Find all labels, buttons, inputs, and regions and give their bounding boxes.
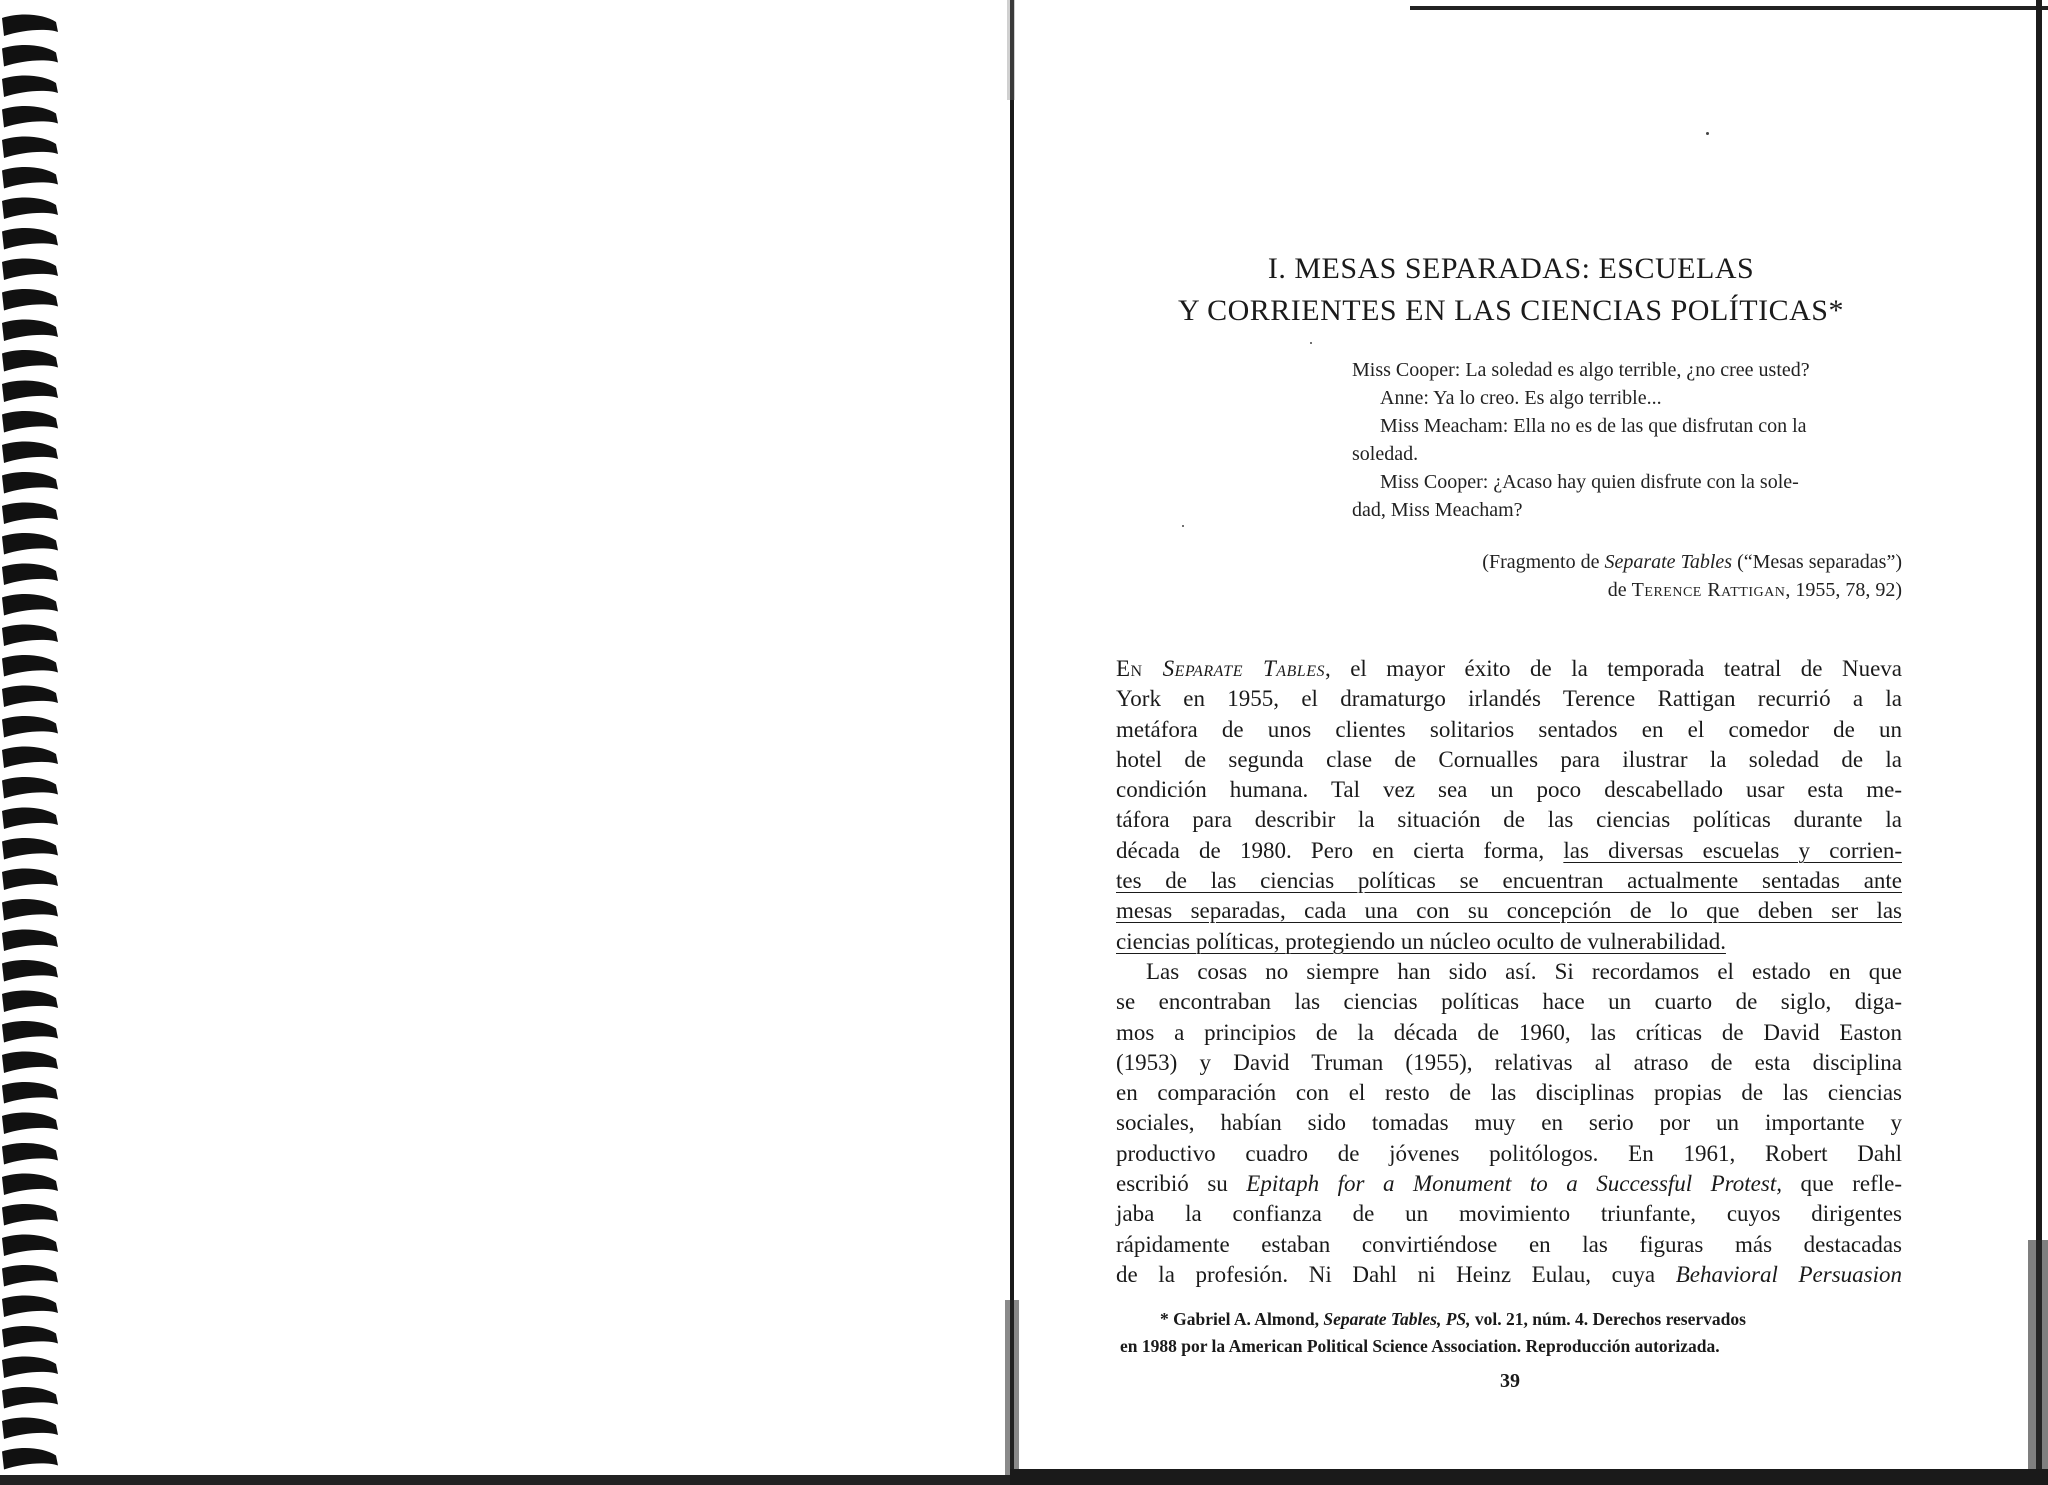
body-line-suffix: que refle-: [1781, 1171, 1902, 1197]
binding-coil: [2, 106, 58, 127]
body-line: condición humana. Tal vez sea un poco descabellado usar esta me-: [1116, 777, 1902, 803]
body-line: rápidamente estaban convirtiéndose en las figuras más destacadas: [1116, 1231, 1902, 1257]
lead-word: En: [1116, 656, 1163, 681]
underlined-line: tes de las ciencias políticas se encuentran actualmente sentadas ante: [1116, 868, 1902, 894]
page-gutter: [1005, 0, 1019, 1485]
body-line: [1116, 1260, 1902, 1290]
epigraph-line: Miss Meacham: Ella no es de las que disfrutan con la: [1380, 415, 1807, 437]
body-line: York en 1955, el dramaturgo irlandés Terence Rattigan recurrió a la: [1116, 686, 1902, 712]
body-line: (1953) y David Truman (1955), relativas al atraso de esta disciplina: [1116, 1049, 1902, 1075]
footnote-line-2: en 1988 por la American Political Science Association. Reproducción autorizada.: [1120, 1336, 1720, 1356]
binding-coil: [2, 808, 58, 829]
scan-speck: [1310, 342, 1312, 344]
binding-coil: [2, 442, 58, 463]
spiral-binding: [0, 0, 62, 1485]
epigraph-line: Miss Cooper: ¿Acaso hay quien disfrute con la sole-: [1380, 471, 1799, 493]
binding-coil: [2, 1143, 58, 1164]
binding-coil: [2, 1418, 58, 1439]
binding-coil: [2, 1204, 58, 1225]
body-line: mos a principios de la década de 1960, las críticas de David Easton: [1116, 1019, 1902, 1045]
scan-speck: [1706, 132, 1709, 135]
body-line: [1116, 654, 1902, 684]
binding-coil: [2, 930, 58, 951]
binding-coil: [2, 411, 58, 432]
binding-coil: [2, 137, 58, 158]
right-page-edge: [2014, 0, 2048, 1485]
binding-coil: [2, 564, 58, 585]
body-line-rest: , el mayor éxito de la temporada teatral de Nueva: [1324, 656, 1902, 681]
binding-coil: [2, 594, 58, 615]
citation-author: Terence Rattigan: [1631, 579, 1786, 601]
body-line-prefix: escribió su: [1116, 1171, 1247, 1197]
body-line: hotel de segunda clase de Cornualles para ilustrar la soledad de la: [1116, 746, 1902, 772]
chapter-title: [1080, 248, 1942, 332]
body-line-plain: década de 1980. Pero en cierta forma,: [1116, 837, 1564, 863]
binding-coil: [2, 686, 58, 707]
body-line: [1116, 836, 1902, 866]
citation-prefix: (Fragmento de: [1482, 551, 1605, 573]
citation-year-pages: , 1955, 78, 92): [1785, 579, 1902, 601]
body-line: [1116, 1169, 1902, 1199]
binding-coil: [2, 1021, 58, 1042]
binding-coil: [2, 381, 58, 402]
underlined-line: ciencias políticas, protegiendo un núcleo oculto de vulnerabilidad.: [1116, 928, 1726, 954]
binding-coil: [2, 1296, 58, 1317]
binding-coil: [2, 289, 58, 310]
binding-coil: [2, 167, 58, 188]
body-line-prefix: de la profesión. Ni Dahl ni Heinz Eulau, cuya: [1116, 1261, 1676, 1287]
body-line: táfora para describir la situación de las ciencias políticas durante la: [1116, 807, 1902, 833]
footnote-author: * Gabriel A. Almond,: [1160, 1309, 1324, 1329]
footnote-line-1: [1120, 1306, 1902, 1333]
footnote-source-italic: Separate Tables, PS,: [1323, 1309, 1471, 1329]
binding-coil: [2, 45, 58, 66]
citation-de: de: [1607, 579, 1632, 601]
binding-coil: [2, 259, 58, 280]
book-title-italic: Behavioral Persuasion: [1675, 1261, 1902, 1287]
underlined-line: mesas separadas, cada una con su concepción de lo que deben ser las: [1116, 898, 1902, 924]
citation-work-title: Separate Tables: [1604, 551, 1733, 573]
binding-coil: [2, 747, 58, 768]
binding-coil: [2, 198, 58, 219]
binding-coil: [2, 1174, 58, 1195]
book-title-italic: Epitaph for a Monument to a Successful Protest,: [1246, 1171, 1782, 1197]
body-line: jaba la confianza de un movimiento triunfante, cuyos dirigentes: [1116, 1201, 1902, 1227]
body-line: en comparación con el resto de las disciplinas propias de las ciencias: [1116, 1080, 1902, 1106]
footnote-rights: vol. 21, núm. 4. Derechos reservados: [1470, 1309, 1746, 1329]
binding-coil: [2, 472, 58, 493]
scan-speck: [1182, 525, 1184, 527]
binding-coil: [2, 1326, 58, 1347]
binding-coil: [2, 716, 58, 737]
page-number: 39: [1500, 1370, 1520, 1392]
binding-coil: [2, 76, 58, 97]
binding-coil: [2, 533, 58, 554]
binding-coil: [2, 228, 58, 249]
chapter-title-line-1: I. MESAS SEPARADAS: ESCUELAS: [1267, 252, 1755, 285]
binding-coil: [2, 1113, 58, 1134]
binding-coil: [2, 1052, 58, 1073]
epigraph-line: soledad.: [1352, 443, 1419, 465]
body-line: sociales, habían sido tomadas muy en serio por un importante y: [1116, 1110, 1902, 1136]
epigraph-line: dad, Miss Meacham?: [1352, 499, 1523, 521]
top-edge-shadow: [1410, 0, 2048, 14]
binding-coil: [2, 350, 58, 371]
binding-coil: [2, 899, 58, 920]
body-line: se encontraban las ciencias políticas hace un cuarto de siglo, diga-: [1116, 989, 1902, 1015]
body-line: productivo cuadro de jóvenes politólogos. En 1961, Robert Dahl: [1116, 1140, 1902, 1166]
epigraph: [1352, 356, 1902, 524]
binding-coil: [2, 1357, 58, 1378]
epigraph-line: Anne: Ya lo creo. Es algo terrible...: [1380, 387, 1662, 409]
binding-coil: [2, 777, 58, 798]
binding-coil: [2, 869, 58, 890]
underlined-text: las diversas escuelas y corrien-: [1563, 837, 1902, 863]
citation-line-2: [1300, 576, 1902, 604]
binding-coil: [2, 991, 58, 1012]
binding-coil: [2, 1235, 58, 1256]
epigraph-citation: [1300, 548, 1902, 604]
epigraph-line: Miss Cooper: La soledad es algo terrible, ¿no cree usted?: [1352, 359, 1810, 381]
binding-coil: [2, 625, 58, 646]
bottom-page-edge: [0, 1457, 2048, 1485]
body-line: metáfora de unos clientes solitarios sentados en el comedor de un: [1116, 716, 1902, 742]
lead-title: Separate Tables: [1162, 656, 1325, 681]
binding-coil: [2, 960, 58, 981]
binding-coil: [2, 655, 58, 676]
body-line: Las cosas no siempre han sido así. Si recordamos el estado en que: [1146, 958, 1902, 984]
binding-coil: [2, 1082, 58, 1103]
citation-line-1: [1300, 548, 1902, 576]
citation-translation: (“Mesas separadas”): [1732, 551, 1902, 573]
chapter-title-line-2: Y CORRIENTES EN LAS CIENCIAS POLÍTICAS*: [1178, 294, 1844, 327]
footnote: [1120, 1306, 1902, 1360]
binding-coil: [2, 838, 58, 859]
binding-coil: [2, 15, 58, 36]
binding-coil: [2, 1387, 58, 1408]
left-page-blank: [62, 0, 1012, 1485]
binding-coil: [2, 320, 58, 341]
binding-coil: [2, 1265, 58, 1286]
body-text: [1116, 654, 1902, 1290]
binding-coil: [2, 503, 58, 524]
